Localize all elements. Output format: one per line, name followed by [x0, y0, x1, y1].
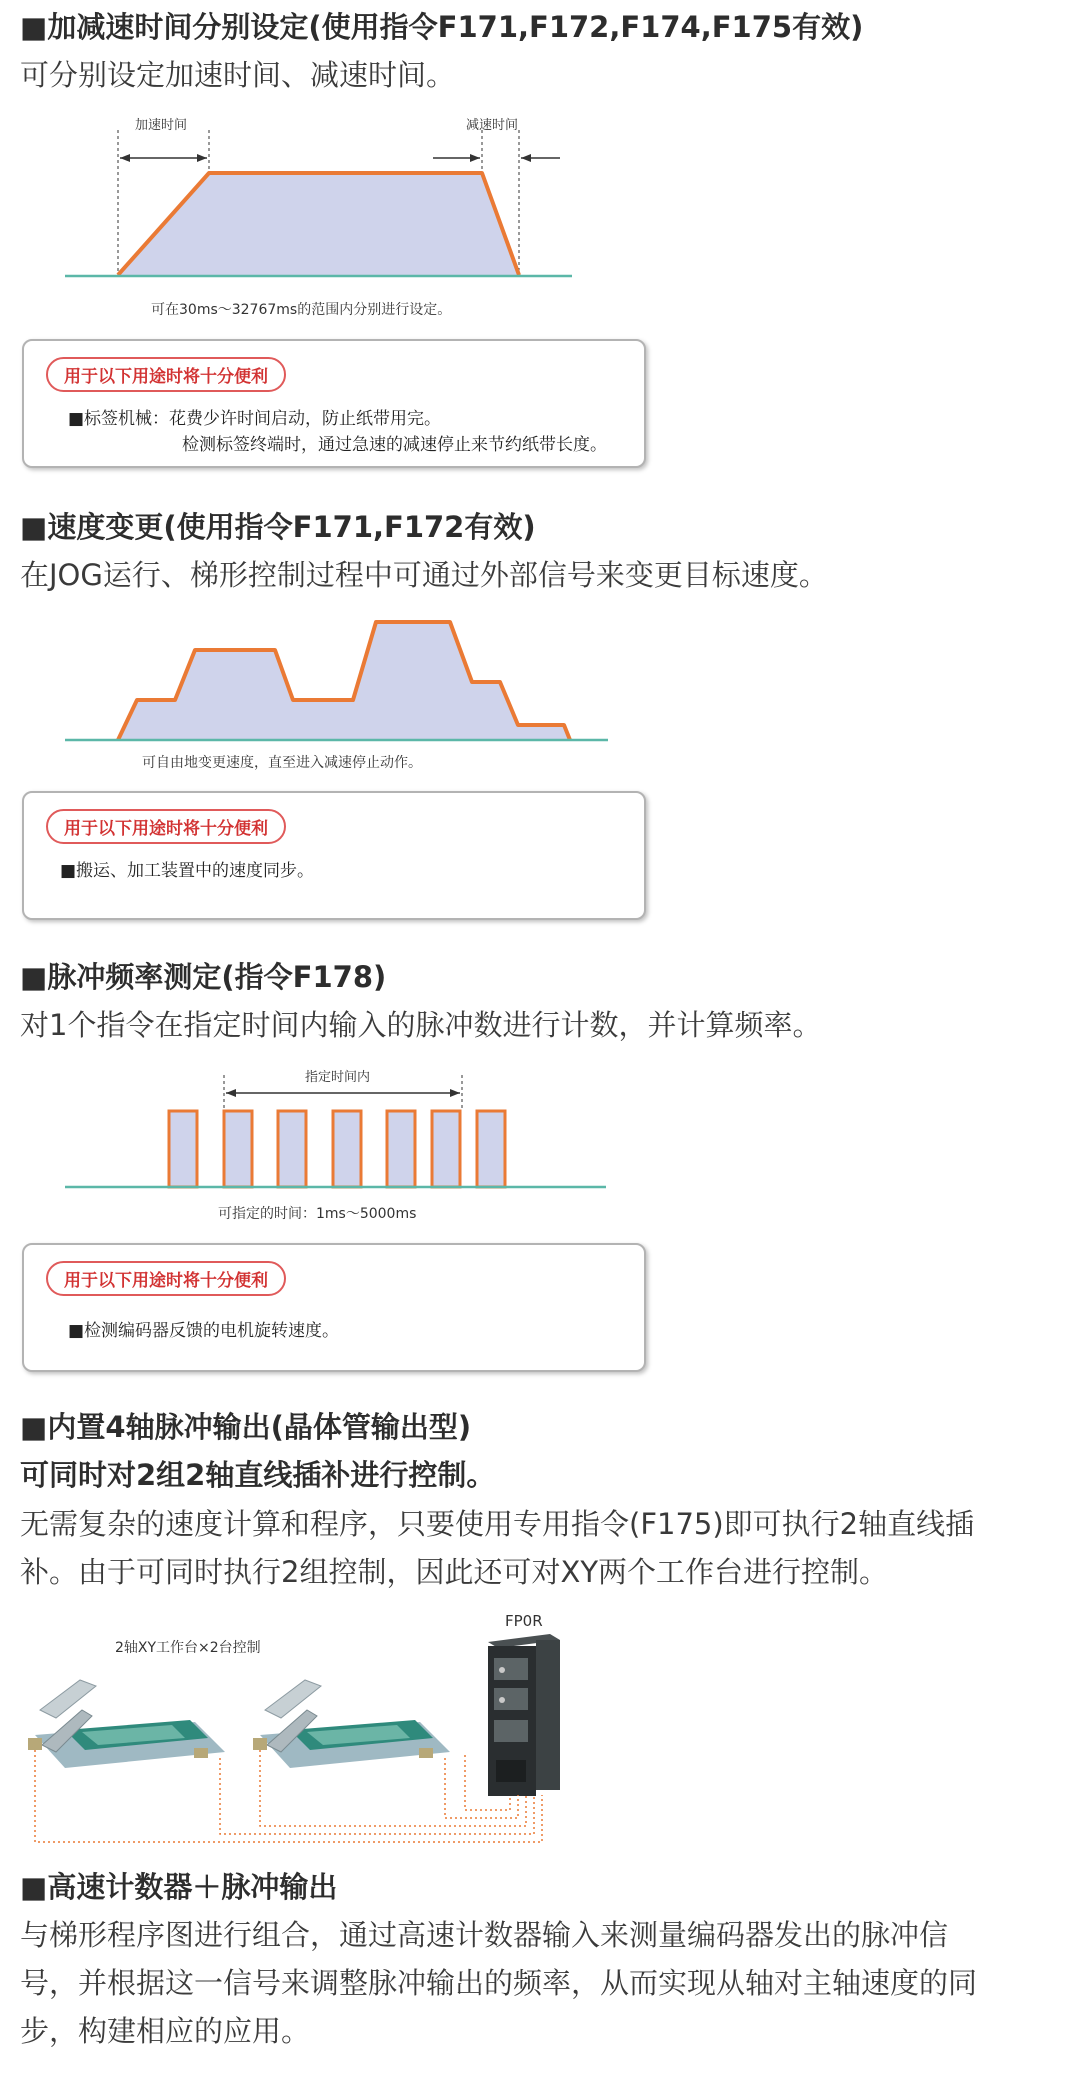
section-heading-pulse-frequency: ■脉冲频率测定(指令F178)	[20, 960, 387, 994]
usage-note-line: 检测标签终端时，通过急速的减速停止来节约纸带长度。	[182, 435, 607, 455]
section-desc-counter-pulse	[20, 1911, 1070, 2055]
pulse-frequency-diagram	[60, 1065, 620, 1195]
usage-title-pill: 用于以下用途时将十分便利	[46, 809, 286, 844]
xy-table-diagram	[20, 1610, 580, 1855]
accel-decel-diagram	[60, 115, 580, 285]
xy-table-1	[28, 1680, 225, 1768]
pulse-frequency-caption: 可指定的时间：1ms～5000ms	[218, 1206, 417, 1222]
usage-box-pulse-frequency	[22, 1243, 646, 1372]
section-desc-pulse-frequency: 对1个指令在指定时间内输入的脉冲数进行计数，并计算频率。	[20, 1008, 822, 1042]
desc-line: 步，构建相应的应用。	[20, 2014, 311, 2048]
accel-decel-caption: 可在30ms～32767ms的范围内分别进行设定。	[151, 302, 452, 318]
desc-line: 补。由于可同时执行2组控制，因此还可对XY两个工作台进行控制。	[20, 1555, 889, 1589]
section-heading-accel-decel: ■加减速时间分别设定(使用指令F171,F172,F174,F175有效)	[20, 10, 864, 44]
usage-title-pill: 用于以下用途时将十分便利	[46, 357, 286, 392]
usage-box-speed-change	[22, 791, 646, 920]
fp0r-label: FP0R	[505, 1612, 543, 1630]
speed-change-diagram	[60, 610, 620, 745]
pulse	[278, 1111, 306, 1187]
pulse	[333, 1111, 361, 1187]
speed-profile-fill	[118, 622, 570, 740]
accel-time-label: 加速时间	[135, 118, 188, 133]
speed-change-caption: 可自由地变更速度，直至进入减速停止动作。	[142, 755, 422, 771]
desc-line: 与梯形程序图进行组合，通过高速计数器输入来测量编码器发出的脉冲信	[20, 1918, 949, 1952]
usage-title-pill: 用于以下用途时将十分便利	[46, 1261, 286, 1296]
pulse	[224, 1111, 252, 1187]
section-subheading-interpolation: 可同时对2组2轴直线插补进行控制。	[20, 1458, 496, 1492]
section-desc-pulse-output	[20, 1500, 1070, 1596]
section-heading-counter-pulse: ■高速计数器＋脉冲输出	[20, 1870, 338, 1904]
xy-table-label: 2轴XY工作台×2台控制	[115, 1640, 261, 1656]
xy-table-2	[253, 1680, 450, 1768]
pulse	[387, 1111, 415, 1187]
pulse	[169, 1111, 197, 1187]
decel-time-label: 减速时间	[466, 118, 519, 133]
section-desc-accel-decel: 可分别设定加速时间、减速时间。	[20, 58, 456, 92]
section-heading-speed-change: ■速度变更(使用指令F171,F172有效)	[20, 510, 536, 544]
measure-window-label: 指定时间内	[305, 1070, 371, 1085]
usage-note-line: ■标签机械：花费少许时间启动，防止纸带用完。	[68, 409, 442, 429]
desc-line: 号，并根据这一信号来调整脉冲输出的频率，从而实现从轴对主轴速度的同	[20, 1966, 978, 2000]
usage-note-line: ■搬运、加工装置中的速度同步。	[60, 861, 315, 881]
pulse	[432, 1111, 460, 1187]
pulse	[477, 1111, 505, 1187]
usage-box-accel-decel	[22, 339, 646, 468]
section-desc-speed-change: 在JOG运行、梯形控制过程中可通过外部信号来变更目标速度。	[20, 558, 828, 592]
section-heading-pulse-output: ■内置4轴脉冲输出(晶体管输出型)	[20, 1410, 472, 1444]
fp0r-plc-unit	[488, 1634, 560, 1796]
usage-note-line: ■检测编码器反馈的电机旋转速度。	[68, 1321, 340, 1341]
desc-line: 无需复杂的速度计算和程序，只要使用专用指令(F175)即可执行2轴直线插	[20, 1507, 975, 1541]
speed-profile-fill	[118, 173, 519, 275]
